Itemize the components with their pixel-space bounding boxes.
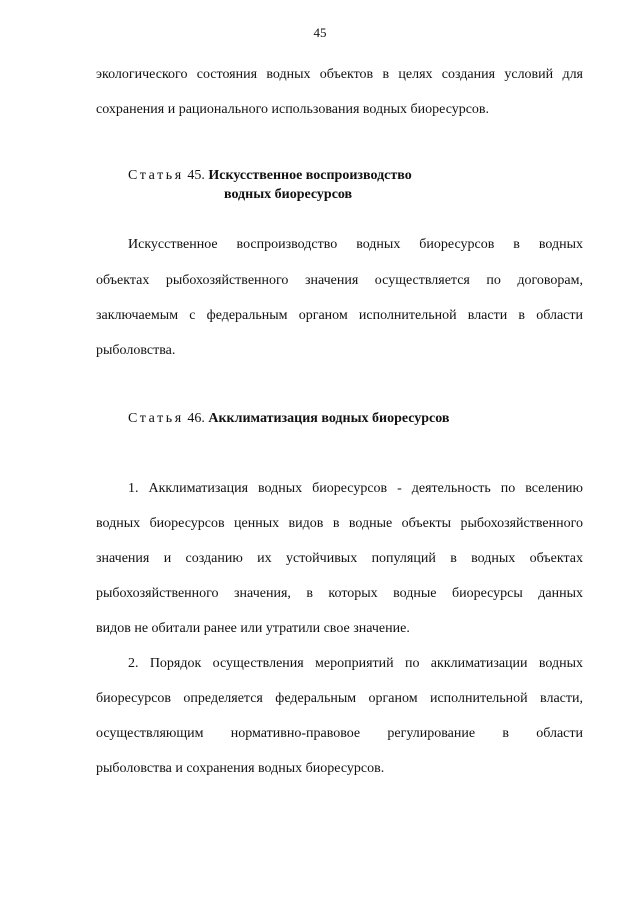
paragraph-line: объектах рыбохозяйственного значения осуществляется по договорам,: [96, 273, 583, 288]
article-title: Акклиматизация водных биоресурсов: [208, 411, 450, 426]
article-46-heading: [128, 410, 449, 428]
paragraph-line: рыболовства.: [96, 343, 176, 358]
article-title: Искусственное воспроизводство: [208, 168, 412, 183]
intro-line: экологического состояния водных объектов в целях создания условий для: [96, 67, 583, 82]
paragraph-line: осуществляющим нормативно-правовое регулирование в области: [96, 726, 583, 741]
page-number: 45: [313, 25, 327, 40]
paragraph-line: заключаемым с федеральным органом исполнительной власти в области: [96, 308, 583, 323]
paragraph-line: видов не обитали ранее или утратили свое значение.: [96, 621, 410, 636]
intro-line: сохранения и рационального использования водных биоресурсов.: [96, 102, 490, 117]
paragraph-line: 2. Порядок осуществления мероприятий по акклиматизации водных: [128, 656, 583, 671]
article-number: 45.: [183, 168, 209, 183]
paragraph-line: водных биоресурсов ценных видов в водные объекты рыбохозяйственного: [96, 516, 583, 531]
article-title-continued: водных биоресурсов: [224, 187, 353, 202]
article-number: 46.: [183, 411, 209, 426]
paragraph-line: рыболовства и сохранения водных биоресурсов.: [96, 761, 385, 776]
paragraph-line: рыбохозяйственного значения, в которых водные биоресурсы данных: [96, 586, 583, 601]
paragraph-line: значения и созданию их устойчивых популяций в водных объектах: [96, 551, 583, 566]
paragraph-line: биоресурсов определяется федеральным органом исполнительной власти,: [96, 691, 583, 706]
article-prefix: Статья: [128, 168, 184, 183]
paragraph-line: 1. Акклиматизация водных биоресурсов - деятельность по вселению: [128, 481, 583, 496]
article-45-heading: [128, 167, 412, 185]
paragraph-line: Искусственное воспроизводство водных биоресурсов в водных: [128, 237, 583, 252]
article-prefix: Статья: [128, 411, 184, 426]
